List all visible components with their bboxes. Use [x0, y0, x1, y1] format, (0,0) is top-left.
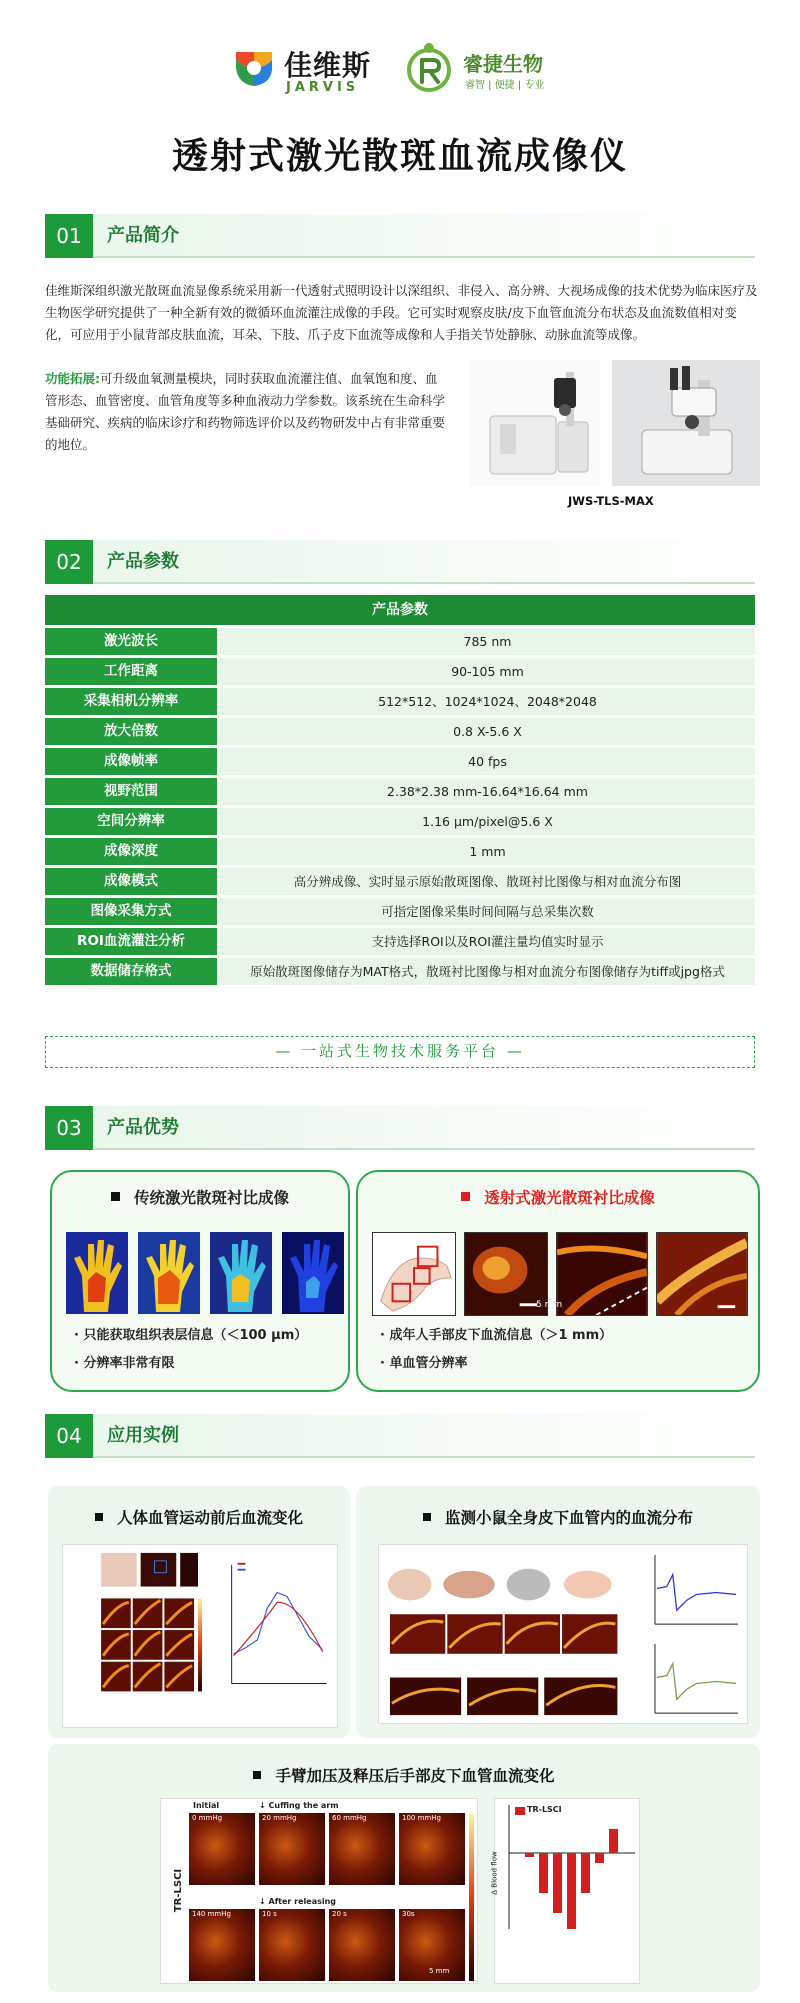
- extension-key: 功能拓展:: [45, 371, 100, 386]
- param-value: 90-105 mm: [220, 658, 755, 685]
- application-title: [48, 1506, 350, 1528]
- section-header-intro: [45, 214, 755, 258]
- header-logos: [0, 36, 800, 106]
- traditional-bullet-1: · 只能获取组织表层信息（＜100 μm）: [74, 1328, 308, 1343]
- section-number: 04: [45, 1414, 93, 1458]
- application-box-mouse: [356, 1486, 760, 1738]
- hand-thermal-image-4: [282, 1232, 344, 1314]
- application-title: [356, 1506, 760, 1528]
- param-table-header: 产品参数: [45, 595, 755, 625]
- ruijie-logo-icon: [405, 42, 453, 94]
- param-row: [45, 748, 755, 775]
- param-row: [45, 778, 755, 805]
- speckle-image-2: [556, 1232, 648, 1316]
- square-bullet-icon: [423, 1513, 431, 1521]
- param-value: 1 mm: [220, 838, 755, 865]
- application-title-text: 手臂加压及释压后手部皮下血管血流变化: [275, 1767, 555, 1785]
- arm-cuffing-figure: [160, 1798, 478, 1984]
- tile-label: 60 mmHg: [332, 1814, 367, 1822]
- jarvis-logo: [232, 42, 382, 98]
- tile-label: 20 s: [332, 1910, 347, 1918]
- section-number: 03: [45, 1106, 93, 1150]
- section-header-applications: [45, 1414, 755, 1458]
- scale-bar-label: 5 mm: [429, 1967, 450, 1975]
- arm-tile: [189, 1813, 255, 1885]
- section-title: 产品简介: [107, 225, 179, 246]
- jarvis-logo-en: JARVIS: [286, 80, 360, 95]
- param-row: [45, 838, 755, 865]
- tile-label: 10 s: [262, 1910, 277, 1918]
- arm-tile: [399, 1813, 465, 1885]
- arm-tile: [259, 1813, 325, 1885]
- tile-label: 140 mmHg: [192, 1910, 231, 1918]
- jarvis-logo-cn: 佳维斯: [284, 49, 372, 82]
- product-model-label: JWS-TLS-MAX: [568, 494, 654, 508]
- product-image-2: [612, 360, 760, 486]
- arm-tile: [329, 1813, 395, 1885]
- blood-flow-bar-chart: [490, 1798, 640, 1984]
- advantage-card-transmissive: [356, 1170, 760, 1392]
- application-title: [48, 1764, 760, 1786]
- param-value: 0.8 X-5.6 X: [220, 718, 755, 745]
- section-title: 应用实例: [107, 1425, 179, 1446]
- param-key: 成像帧率: [45, 748, 217, 775]
- param-value: 785 nm: [220, 628, 755, 655]
- scale-bar-label: 5 mm: [536, 1300, 563, 1310]
- param-row: [45, 898, 755, 925]
- hand-photo-roi: [372, 1232, 456, 1316]
- speckle-image-3: [656, 1232, 748, 1316]
- param-value: 可指定图像采集时间间隔与总采集次数: [220, 898, 755, 925]
- section-header-advantages: [45, 1106, 755, 1150]
- param-row: [45, 808, 755, 835]
- param-key: 图像采集方式: [45, 898, 217, 925]
- square-bullet-icon: [253, 1771, 261, 1779]
- tile-label: 0 mmHg: [192, 1814, 223, 1822]
- tile-label: 20 mmHg: [262, 1814, 297, 1822]
- param-value: 2.38*2.38 mm-16.64*16.64 mm: [220, 778, 755, 805]
- arm-tile: [259, 1909, 325, 1981]
- param-row: [45, 628, 755, 655]
- hand-thermal-image-1: [66, 1232, 128, 1314]
- section-number: 01: [45, 214, 93, 258]
- colorbar: [469, 1813, 474, 1981]
- section-title: 产品优势: [107, 1117, 179, 1138]
- traditional-bullet-2: · 分辨率非常有限: [74, 1356, 175, 1371]
- square-bullet-icon: [95, 1513, 103, 1521]
- arm-tile: [189, 1909, 255, 1981]
- card-title-text: 传统激光散斑衬比成像: [133, 1189, 289, 1207]
- param-value: 512*512、1024*1024、2048*2048: [220, 688, 755, 715]
- releasing-label-text: After releasing: [268, 1897, 337, 1906]
- ruijie-logo: [405, 42, 575, 98]
- param-key: ROI血流灌注分析: [45, 928, 217, 955]
- application-box-arm: [48, 1744, 760, 1992]
- param-row: [45, 928, 755, 955]
- hand-thermal-image-2: [138, 1232, 200, 1314]
- param-row: [45, 658, 755, 685]
- param-row: [45, 718, 755, 745]
- param-key: 数据储存格式: [45, 958, 217, 985]
- hand-thermal-image-3: [210, 1232, 272, 1314]
- application-title-text: 人体血管运动前后血流变化: [116, 1509, 303, 1527]
- section-number: 02: [45, 540, 93, 584]
- ruijie-logo-cn: 睿捷生物: [463, 52, 543, 76]
- card-title-text: 透射式激光散斑衬比成像: [484, 1189, 655, 1207]
- page-title: 透射式激光散斑血流成像仪: [171, 136, 628, 177]
- chart-ylabel: Δ Blood flow: [490, 1851, 499, 1895]
- extension-paragraph: [45, 368, 445, 456]
- param-row: [45, 868, 755, 895]
- card-title: [52, 1186, 348, 1208]
- jarvis-logo-icon: [232, 46, 276, 90]
- advantage-card-traditional: [50, 1170, 350, 1392]
- arm-tile: [329, 1909, 395, 1981]
- param-key: 空间分辨率: [45, 808, 217, 835]
- transmissive-bullet-1: · 成年人手部皮下血流信息（＞1 mm）: [380, 1328, 613, 1343]
- mouse-bloodflow-figure: [378, 1544, 748, 1724]
- human-exercise-figure: [62, 1544, 338, 1728]
- intro-paragraph: 佳维斯深组织激光散斑血流显像系统采用新一代透射式照明设计以深组织、非侵入、高分辨、大视场成像的技术优势为临床医疗及生物医学研究提供了一种全新有效的微循环血流灌注成像的手段。它可实时观察皮肤/皮下血管血流分布状态及血流数值相对变化，可应用于小鼠背部皮肤血流，耳朵、下肢、爪子皮下血流等成像和人手指关节处静脉、动脉血流等成像。: [45, 283, 758, 342]
- initial-label: Initial: [193, 1801, 220, 1810]
- param-key: 工作距离: [45, 658, 217, 685]
- param-key: 视野范围: [45, 778, 217, 805]
- tile-label: 30s: [402, 1910, 415, 1918]
- cuffing-label: ↓ Cuffing the arm: [259, 1801, 339, 1810]
- tile-label: 100 mmHg: [402, 1814, 441, 1822]
- param-value: 40 fps: [220, 748, 755, 775]
- param-row: [45, 688, 755, 715]
- chart-legend: TR-LSCI: [527, 1805, 562, 1814]
- param-value: 高分辨成像、实时显示原始散斑图像、散斑衬比图像与相对血流分布图: [220, 868, 755, 895]
- param-value: 1.16 μm/pixel@5.6 X: [220, 808, 755, 835]
- section-title: 产品参数: [107, 551, 179, 572]
- extension-text: 可升级血氧测量模块，同时获取血流灌注值、血氧饱和度、血管形态、血管密度、血管角度等多种血液动力学参数。该系统在生命科学基础研究、疾病的临床诊疗和药物筛选评价以及药物研发中占有非常重要的地位。: [45, 371, 446, 452]
- param-key: 放大倍数: [45, 718, 217, 745]
- thermal-hand-images: [52, 1232, 348, 1316]
- param-key: 激光波长: [45, 628, 217, 655]
- square-bullet-icon: [111, 1192, 120, 1201]
- card-title: [358, 1186, 758, 1208]
- square-bullet-icon: [461, 1192, 470, 1201]
- param-value: 原始散斑图像储存为MAT格式，散斑衬比图像与相对血流分布图像储存为tiff或jpg格式: [220, 958, 755, 985]
- application-box-human: [48, 1486, 350, 1738]
- transmissive-bullet-2: · 单血管分辨率: [380, 1356, 468, 1371]
- param-row: [45, 958, 755, 985]
- ruijie-logo-sub: 睿智 | 便捷 | 专业: [465, 80, 545, 91]
- section-header-params: [45, 540, 755, 584]
- param-value: 支持选择ROI以及ROI灌注量均值实时显示: [220, 928, 755, 955]
- cuffing-label-text: Cuffing the arm: [268, 1801, 339, 1810]
- param-key: 采集相机分辨率: [45, 688, 217, 715]
- side-label: TR-LSCI: [173, 1868, 185, 1913]
- param-key: 成像模式: [45, 868, 217, 895]
- param-key: 成像深度: [45, 838, 217, 865]
- application-title-text: 监测小鼠全身皮下血管内的血流分布: [444, 1509, 693, 1527]
- releasing-label: ↓ After releasing: [259, 1897, 337, 1906]
- product-image-1: [470, 360, 600, 486]
- bar-chart-svg: [495, 1799, 641, 1985]
- platform-banner: — 一站式生物技术服务平台 —: [45, 1036, 755, 1068]
